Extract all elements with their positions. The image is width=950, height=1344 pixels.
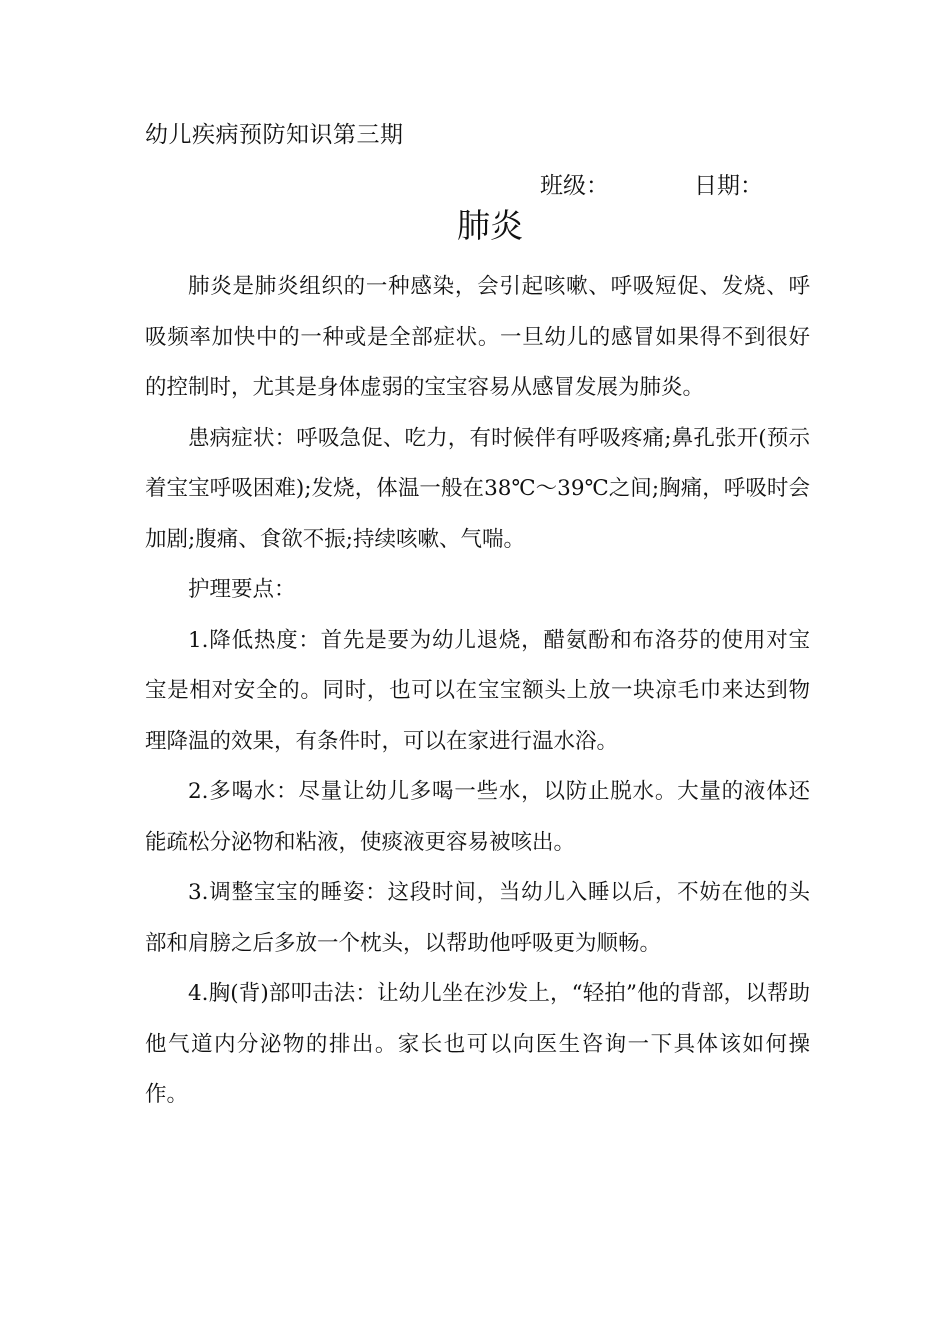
- care-heading: 护理要点：: [188, 577, 296, 602]
- class-label: 班级：: [540, 173, 609, 199]
- document-body: [145, 262, 810, 1121]
- document-title: 肺炎: [457, 206, 523, 245]
- date-label: 日期：: [694, 173, 763, 199]
- symptoms-paragraph: 患病症状：呼吸急促、吃力，有时候伴有呼吸疼痛;鼻孔张开(预示着宝宝呼吸困难);发烧，体温一般在38℃～39℃之间;胸痛，呼吸时会加剧;腹痛、食欲不振;持续咳嗽、气喘。: [145, 425, 810, 552]
- care-item-4: 4.胸(背)部叩击法：让幼儿坐在沙发上，“轻拍”他的背部，以帮助他气道内分泌物的排出。家长也可以向医生咨询一下具体该如何操作。: [145, 981, 810, 1107]
- care-item-1: 1.降低热度：首先是要为幼儿退烧，醋氨酚和布洛芬的使用对宝宝是相对安全的。同时，也可以在宝宝额头上放一块凉毛巾来达到物理降温的效果，有条件时，可以在家进行温水浴。: [145, 627, 810, 754]
- intro-paragraph: 肺炎是肺炎组织的一种感染，会引起咳嗽、呼吸短促、发烧、呼吸频率加快中的一种或是全部症状。一旦幼儿的感冒如果得不到很好的控制时，尤其是身体虚弱的宝宝容易从感冒发展为肺炎。: [145, 274, 810, 400]
- care-item-2: 2.多喝水：尽量让幼儿多喝一些水，以防止脱水。大量的液体还能疏松分泌物和粘液，使痰液更容易被咳出。: [145, 779, 810, 855]
- series-title: 幼儿疾病预防知识第三期: [145, 122, 404, 148]
- care-item-3: 3.调整宝宝的睡姿：这段时间，当幼儿入睡以后，不妨在他的头部和肩膀之后多放一个枕头，以帮助他呼吸更为顺畅。: [145, 880, 810, 956]
